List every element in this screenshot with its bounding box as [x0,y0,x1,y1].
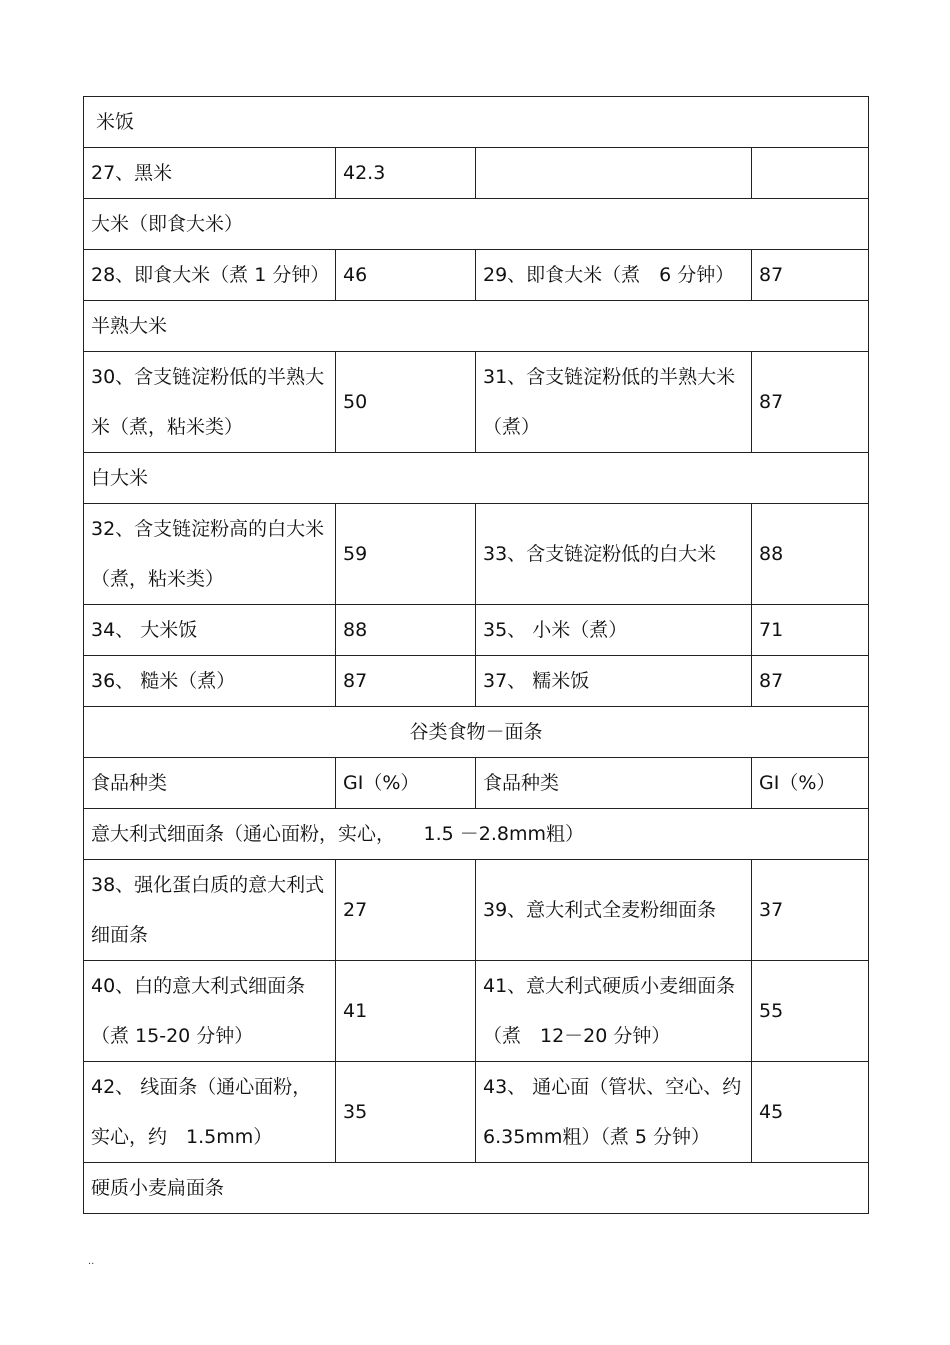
gi-value-cell: 50 [336,352,476,453]
section-header-row [84,809,869,860]
section-header-row [84,453,869,504]
gi-value-cell: 87 [752,250,869,301]
gi-value-cell: 88 [752,504,869,605]
food-name-cell: 39、意大利式全麦粉细面条 [476,860,752,961]
gi-value-cell: 87 [752,656,869,707]
gi-value-cell: 41 [336,961,476,1062]
table-row [84,758,869,809]
table-row [84,605,869,656]
food-name-cell: 33、含支链淀粉低的白大米 [476,504,752,605]
food-name-cell: 27、黑米 [84,148,336,199]
food-name-cell: 43、 通心面（管状、空心、约 6.35mm粗）（煮 5 分钟） [476,1062,752,1163]
table-row [84,1062,869,1163]
food-name-cell: 30、含支链淀粉低的半熟大米（煮，粘米类） [84,352,336,453]
section-header-cell: 硬质小麦扁面条 [84,1163,869,1214]
section-header-cell: 半熟大米 [84,301,869,352]
food-name-cell: 38、强化蛋白质的意大利式细面条 [84,860,336,961]
gi-value-cell: GI（%） [752,758,869,809]
food-name-cell: 28、即食大米（煮 1 分钟） [84,250,336,301]
gi-value-cell: 37 [752,860,869,961]
food-name-cell: 42、 线面条（通心面粉，实心，约 1.5mm） [84,1062,336,1163]
page-footer-mark: .. [88,1256,95,1267]
gi-value-cell: 87 [752,352,869,453]
section-header-row [84,97,869,148]
food-name-cell: 40、白的意大利式细面条（煮 15-20 分钟） [84,961,336,1062]
gi-value-cell: 42.3 [336,148,476,199]
section-header-row [84,1163,869,1214]
gi-value-cell: 55 [752,961,869,1062]
food-name-cell: 35、 小米（煮） [476,605,752,656]
food-name-cell: 36、 糙米（煮） [84,656,336,707]
food-name-cell: 32、含支链淀粉高的白大米（煮，粘米类） [84,504,336,605]
gi-value-cell: 45 [752,1062,869,1163]
gi-value-cell: 59 [336,504,476,605]
food-name-cell: 34、 大米饭 [84,605,336,656]
food-name-cell: 食品种类 [84,758,336,809]
section-header-row [84,301,869,352]
table-row [84,352,869,453]
food-name-cell: 41、意大利式硬质小麦细面条（煮 12－20 分钟） [476,961,752,1062]
gi-value-cell: 87 [336,656,476,707]
section-header-row [84,707,869,758]
section-header-cell: 谷类食物－面条 [84,707,869,758]
gi-value-cell: 71 [752,605,869,656]
section-header-row [84,199,869,250]
gi-value-cell: 35 [336,1062,476,1163]
gi-table [83,96,869,1214]
gi-value-cell [752,148,869,199]
section-header-cell: 意大利式细面条（通心面粉，实心， 1.5 －2.8mm粗） [84,809,869,860]
table-row [84,656,869,707]
section-header-cell: 米饭 [84,97,869,148]
section-header-cell: 大米（即食大米） [84,199,869,250]
table-row [84,504,869,605]
table-row [84,250,869,301]
table-row [84,148,869,199]
food-name-cell: 食品种类 [476,758,752,809]
food-name-cell [476,148,752,199]
food-name-cell: 37、 糯米饭 [476,656,752,707]
gi-value-cell: GI（%） [336,758,476,809]
gi-value-cell: 88 [336,605,476,656]
food-name-cell: 29、即食大米（煮 6 分钟） [476,250,752,301]
table-row [84,860,869,961]
table-row [84,961,869,1062]
gi-value-cell: 27 [336,860,476,961]
gi-value-cell: 46 [336,250,476,301]
food-name-cell: 31、含支链淀粉低的半熟大米（煮） [476,352,752,453]
section-header-cell: 白大米 [84,453,869,504]
